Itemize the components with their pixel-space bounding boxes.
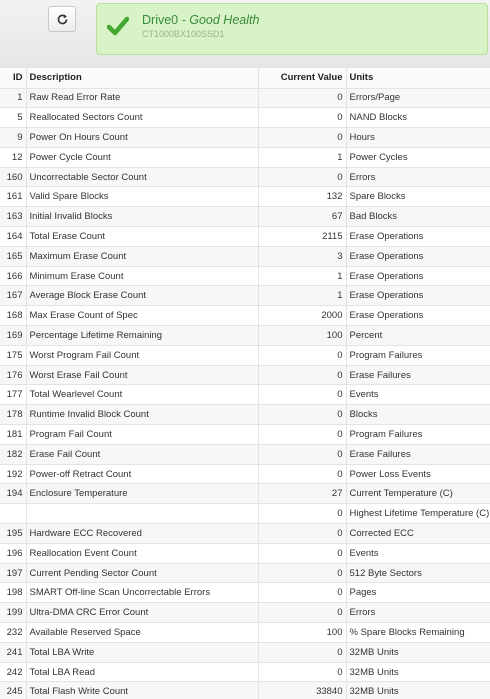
table-row[interactable] (0, 306, 490, 326)
table-row[interactable] (0, 207, 490, 227)
table-row[interactable] (0, 365, 490, 385)
cell-current-value: 0 (258, 543, 346, 563)
cell-id: 9 (0, 128, 26, 148)
cell-current-value: 0 (258, 642, 346, 662)
cell-current-value: 0 (258, 464, 346, 484)
table-row[interactable] (0, 266, 490, 286)
cell-current-value: 0 (258, 128, 346, 148)
cell-units: Events (346, 385, 490, 405)
cell-id: 192 (0, 464, 26, 484)
cell-description: Average Block Erase Count (26, 286, 258, 306)
cell-description: Current Pending Sector Count (26, 563, 258, 583)
cell-current-value: 0 (258, 662, 346, 682)
cell-units: Errors (346, 603, 490, 623)
table-row[interactable] (0, 603, 490, 623)
cell-current-value: 0 (258, 385, 346, 405)
cell-description: Reallocation Event Count (26, 543, 258, 563)
cell-description: SMART Off-line Scan Uncorrectable Errors (26, 583, 258, 603)
cell-units: Blocks (346, 405, 490, 425)
cell-description: Maximum Erase Count (26, 246, 258, 266)
cell-id: 166 (0, 266, 26, 286)
table-row[interactable] (0, 227, 490, 247)
cell-current-value: 0 (258, 405, 346, 425)
column-header-units[interactable]: Units (346, 68, 490, 88)
cell-units: 32MB Units (346, 642, 490, 662)
cell-id: 175 (0, 345, 26, 365)
cell-current-value: 132 (258, 187, 346, 207)
table-row[interactable] (0, 88, 490, 108)
table-row[interactable] (0, 385, 490, 405)
cell-units: 32MB Units (346, 682, 490, 699)
cell-current-value: 1 (258, 266, 346, 286)
cell-id: 161 (0, 187, 26, 207)
table-row[interactable] (0, 543, 490, 563)
cell-current-value: 0 (258, 167, 346, 187)
cell-description: Minimum Erase Count (26, 266, 258, 286)
table-row[interactable] (0, 326, 490, 346)
cell-description: Total Wearlevel Count (26, 385, 258, 405)
cell-description (26, 504, 258, 524)
cell-current-value: 0 (258, 345, 346, 365)
table-row[interactable] (0, 563, 490, 583)
cell-units: Erase Failures (346, 365, 490, 385)
cell-description: Runtime Invalid Block Count (26, 405, 258, 425)
checkmark-icon (107, 16, 129, 36)
cell-description: Percentage Lifetime Remaining (26, 326, 258, 346)
cell-units: Program Failures (346, 425, 490, 445)
drive-model: CT1000BX100SSD1 (142, 29, 225, 39)
cell-units: Erase Failures (346, 444, 490, 464)
cell-units: Current Temperature (C) (346, 484, 490, 504)
table-row[interactable] (0, 583, 490, 603)
drive-name: Drive0 (142, 13, 179, 27)
cell-id: 198 (0, 583, 26, 603)
drive-status: Good Health (189, 13, 260, 27)
cell-id: 176 (0, 365, 26, 385)
cell-units: NAND Blocks (346, 108, 490, 128)
cell-units: % Spare Blocks Remaining (346, 623, 490, 643)
table-row[interactable] (0, 484, 490, 504)
cell-units: Bad Blocks (346, 207, 490, 227)
cell-description: Worst Program Fail Count (26, 345, 258, 365)
cell-units: Spare Blocks (346, 187, 490, 207)
table-row[interactable] (0, 464, 490, 484)
cell-id: 232 (0, 623, 26, 643)
cell-current-value: 33840 (258, 682, 346, 699)
cell-description: Initial Invalid Blocks (26, 207, 258, 227)
cell-id: 242 (0, 662, 26, 682)
cell-description: Ultra-DMA CRC Error Count (26, 603, 258, 623)
table-row[interactable] (0, 623, 490, 643)
cell-description: Power On Hours Count (26, 128, 258, 148)
cell-id: 194 (0, 484, 26, 504)
table-row[interactable] (0, 504, 490, 524)
drive-title (142, 13, 259, 27)
cell-id: 182 (0, 444, 26, 464)
cell-id: 165 (0, 246, 26, 266)
cell-units: Program Failures (346, 345, 490, 365)
cell-id: 199 (0, 603, 26, 623)
cell-current-value: 67 (258, 207, 346, 227)
cell-units: Hours (346, 128, 490, 148)
cell-description: Erase Fail Count (26, 444, 258, 464)
cell-description: Total LBA Write (26, 642, 258, 662)
refresh-icon (56, 13, 69, 26)
cell-current-value: 0 (258, 425, 346, 445)
cell-description: Power-off Retract Count (26, 464, 258, 484)
table-row[interactable] (0, 682, 490, 699)
cell-units: Erase Operations (346, 306, 490, 326)
cell-units: Pages (346, 583, 490, 603)
column-header-id[interactable]: ID (0, 68, 26, 88)
cell-units: Erase Operations (346, 227, 490, 247)
cell-units: 512 Byte Sectors (346, 563, 490, 583)
cell-units: Highest Lifetime Temperature (C) (346, 504, 490, 524)
drive-status-separator: - (178, 13, 190, 27)
cell-units: Power Loss Events (346, 464, 490, 484)
cell-units: Errors (346, 167, 490, 187)
cell-description: Worst Erase Fail Count (26, 365, 258, 385)
table-row[interactable] (0, 147, 490, 167)
cell-id: 5 (0, 108, 26, 128)
cell-description: Valid Spare Blocks (26, 187, 258, 207)
cell-description: Total LBA Read (26, 662, 258, 682)
cell-current-value: 0 (258, 603, 346, 623)
cell-current-value: 0 (258, 365, 346, 385)
column-header-description[interactable]: Description (26, 68, 258, 88)
cell-id: 196 (0, 543, 26, 563)
cell-current-value: 2115 (258, 227, 346, 247)
refresh-button[interactable] (48, 6, 76, 32)
cell-units: Erase Operations (346, 246, 490, 266)
cell-description: Uncorrectable Sector Count (26, 167, 258, 187)
cell-units: Errors/Page (346, 88, 490, 108)
cell-units: Power Cycles (346, 147, 490, 167)
table-row[interactable] (0, 524, 490, 544)
cell-id: 169 (0, 326, 26, 346)
cell-description: Max Erase Count of Spec (26, 306, 258, 326)
table-row[interactable] (0, 405, 490, 425)
table-row[interactable] (0, 167, 490, 187)
smart-attributes-table (0, 68, 490, 699)
column-header-current-value[interactable]: Current Value (258, 68, 346, 88)
table-row[interactable] (0, 246, 490, 266)
cell-description: Total Erase Count (26, 227, 258, 247)
cell-id: 168 (0, 306, 26, 326)
cell-id: 160 (0, 167, 26, 187)
cell-id: 163 (0, 207, 26, 227)
cell-units: Events (346, 543, 490, 563)
cell-id: 1 (0, 88, 26, 108)
cell-description: Power Cycle Count (26, 147, 258, 167)
cell-id: 12 (0, 147, 26, 167)
cell-description: Hardware ECC Recovered (26, 524, 258, 544)
cell-description: Total Flash Write Count (26, 682, 258, 699)
cell-current-value: 3 (258, 246, 346, 266)
cell-current-value: 0 (258, 504, 346, 524)
table-row[interactable] (0, 128, 490, 148)
cell-current-value: 2000 (258, 306, 346, 326)
cell-id: 195 (0, 524, 26, 544)
cell-units: Erase Operations (346, 286, 490, 306)
cell-id: 178 (0, 405, 26, 425)
table-row[interactable] (0, 662, 490, 682)
drive-health-banner (96, 3, 488, 55)
cell-current-value: 0 (258, 108, 346, 128)
cell-description: Raw Read Error Rate (26, 88, 258, 108)
cell-id (0, 504, 26, 524)
cell-units: 32MB Units (346, 662, 490, 682)
cell-id: 245 (0, 682, 26, 699)
table-row[interactable] (0, 187, 490, 207)
toolbar (0, 0, 490, 68)
cell-description: Reallocated Sectors Count (26, 108, 258, 128)
cell-units: Erase Operations (346, 266, 490, 286)
table-header-row (0, 68, 490, 88)
table-row[interactable] (0, 425, 490, 445)
cell-current-value: 1 (258, 286, 346, 306)
cell-current-value: 100 (258, 623, 346, 643)
cell-current-value: 100 (258, 326, 346, 346)
table-row[interactable] (0, 108, 490, 128)
cell-id: 177 (0, 385, 26, 405)
cell-id: 181 (0, 425, 26, 445)
cell-description: Program Fail Count (26, 425, 258, 445)
cell-units: Percent (346, 326, 490, 346)
cell-id: 197 (0, 563, 26, 583)
cell-current-value: 0 (258, 563, 346, 583)
cell-current-value: 0 (258, 524, 346, 544)
cell-current-value: 0 (258, 444, 346, 464)
table-row[interactable] (0, 642, 490, 662)
table-row[interactable] (0, 444, 490, 464)
cell-id: 164 (0, 227, 26, 247)
cell-id: 241 (0, 642, 26, 662)
cell-current-value: 0 (258, 88, 346, 108)
cell-units: Corrected ECC (346, 524, 490, 544)
cell-current-value: 1 (258, 147, 346, 167)
cell-id: 167 (0, 286, 26, 306)
table-row[interactable] (0, 286, 490, 306)
table-row[interactable] (0, 345, 490, 365)
cell-description: Enclosure Temperature (26, 484, 258, 504)
cell-description: Available Reserved Space (26, 623, 258, 643)
cell-current-value: 0 (258, 583, 346, 603)
cell-current-value: 27 (258, 484, 346, 504)
